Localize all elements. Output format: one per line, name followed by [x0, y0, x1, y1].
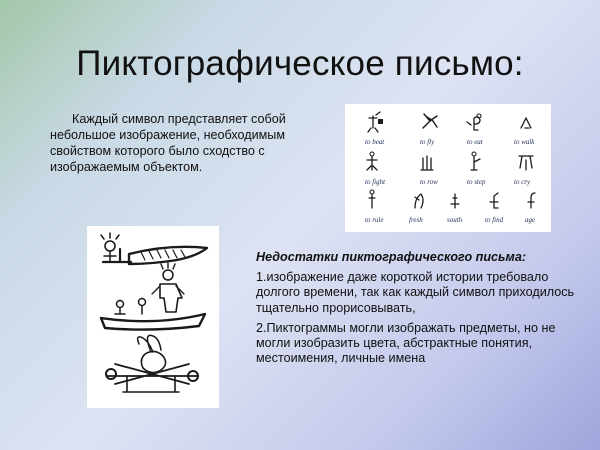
- glyph-label: to rule: [365, 216, 384, 224]
- glyph-to-fly-icon: [423, 114, 437, 128]
- glyph-label: to eat: [467, 138, 483, 146]
- glyph-to-walk-icon: [521, 118, 531, 128]
- petroglyph-svg: [87, 226, 219, 408]
- glyph-label: to row: [420, 178, 438, 186]
- glyph-age-icon: [528, 193, 535, 208]
- glyph-label: to step: [467, 178, 486, 186]
- glyph-to-fight-icon: [367, 152, 377, 170]
- glyph-to-find-icon: [490, 193, 498, 208]
- glyph-table-image: [345, 104, 551, 232]
- glyph-to-cry-icon: [519, 156, 533, 170]
- glyph-label: to find: [485, 216, 504, 224]
- glyph-south-icon: [451, 194, 459, 208]
- glyph-to-rule-icon: [369, 190, 375, 208]
- glyph-to-step-icon: [471, 152, 480, 170]
- glyph-to-beat-icon: [368, 112, 383, 132]
- glyph-fresh-icon: [415, 194, 423, 208]
- glyph-label: fresh: [409, 216, 423, 224]
- petroglyph-drawing-icon: [87, 226, 219, 408]
- glyph-to-eat-icon: [467, 114, 481, 130]
- disadvantage-item: 2.Пиктограммы могли изображать предметы, но не могли изобразить цвета, абстрактные понятия, местоимения, личные имена: [256, 320, 556, 366]
- glyph-to-row-icon: [421, 156, 433, 170]
- intro-paragraph: Каждый символ представляет собой небольшое изображение, необходимым свойством которого было сходство с изображаемым объектом.: [50, 112, 286, 174]
- disadvantage-item: 1.изображение даже короткой истории требовало долгого времени, так как каждый символ приходилось тщательно прорисовывать,: [256, 270, 575, 315]
- glyph-label: to beat: [365, 138, 385, 146]
- glyph-label: to walk: [514, 138, 535, 146]
- glyph-label: to fly: [420, 138, 435, 146]
- glyph-label: age: [525, 216, 536, 224]
- glyph-label: south: [447, 216, 463, 224]
- glyph-table-svg: [345, 104, 551, 232]
- glyph-label: to cry: [514, 178, 531, 186]
- disadvantages-heading: Недостатки пиктографического письма:: [256, 250, 527, 264]
- disadvantages-block: [256, 250, 576, 371]
- glyph-label: to fight: [365, 178, 386, 186]
- slide-title: Пиктографическое письмо:: [76, 44, 524, 83]
